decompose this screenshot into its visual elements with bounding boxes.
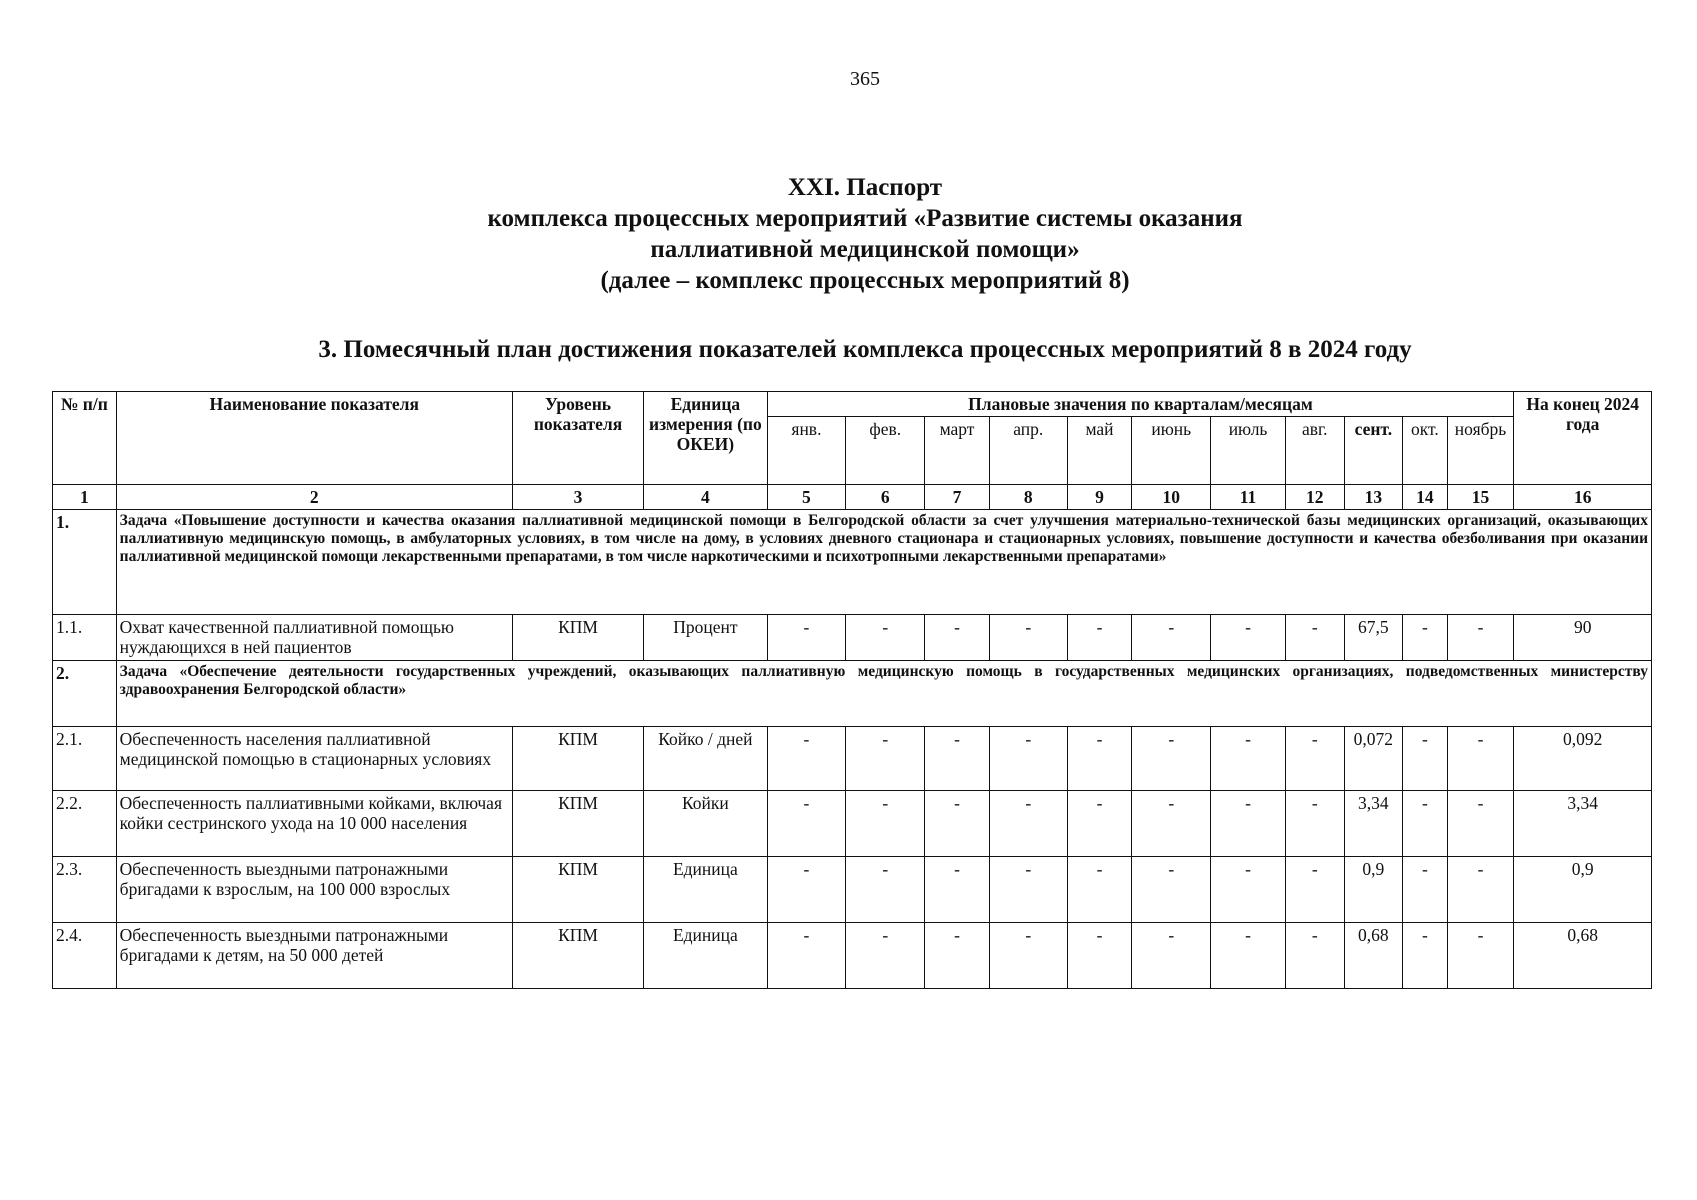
month-value: - bbox=[846, 615, 925, 661]
indicator-level: КПМ bbox=[512, 615, 643, 661]
indicator-level: КПМ bbox=[512, 923, 643, 989]
title-line-1: XXI. Паспорт bbox=[787, 174, 943, 201]
table-row bbox=[53, 727, 1652, 791]
header-month: март bbox=[925, 417, 990, 485]
indicator-unit: Койко / дней bbox=[644, 727, 767, 791]
header-month: авг. bbox=[1285, 417, 1344, 485]
row-number: 2.1. bbox=[53, 727, 117, 791]
header-level: Уровень показателя bbox=[512, 392, 643, 485]
indicator-level: КПМ bbox=[512, 791, 643, 857]
month-value: - bbox=[1132, 727, 1211, 791]
header-year-end: На конец 2024 года bbox=[1514, 392, 1652, 485]
header-month: май bbox=[1067, 417, 1132, 485]
table-row bbox=[53, 791, 1652, 857]
month-value: - bbox=[925, 615, 990, 661]
month-value: - bbox=[989, 615, 1067, 661]
month-value: - bbox=[1285, 791, 1344, 857]
month-value: - bbox=[1403, 923, 1447, 989]
indicator-unit: Единица bbox=[644, 857, 767, 923]
row-number: 2.2. bbox=[53, 791, 117, 857]
month-value: - bbox=[1132, 615, 1211, 661]
month-value: - bbox=[1067, 791, 1132, 857]
column-number: 9 bbox=[1067, 485, 1132, 510]
row-number: 2.4. bbox=[53, 923, 117, 989]
month-value: - bbox=[1211, 857, 1286, 923]
month-value: - bbox=[767, 727, 846, 791]
header-month: янв. bbox=[767, 417, 846, 485]
indicator-level: КПМ bbox=[512, 857, 643, 923]
indicator-name: Обеспеченность выездными патронажными бригадами к взрослым, на 100 000 взрослых bbox=[116, 857, 512, 923]
month-value: - bbox=[1067, 727, 1132, 791]
month-value: - bbox=[925, 857, 990, 923]
header-month: ноябрь bbox=[1447, 417, 1514, 485]
month-value: - bbox=[1285, 727, 1344, 791]
month-value: - bbox=[767, 615, 846, 661]
column-number-row bbox=[53, 485, 1652, 510]
header-row-top bbox=[53, 392, 1652, 417]
month-value: - bbox=[1447, 615, 1514, 661]
column-number: 15 bbox=[1447, 485, 1514, 510]
title-line-4: (далее – комплекс процессных мероприятий 8) bbox=[600, 267, 1130, 294]
month-value: 67,5 bbox=[1344, 615, 1403, 661]
month-value: 0,072 bbox=[1344, 727, 1403, 791]
month-value: - bbox=[1285, 615, 1344, 661]
column-number: 3 bbox=[512, 485, 643, 510]
row-number: 2.3. bbox=[53, 857, 117, 923]
title-line-2: комплекса процессных мероприятий «Развитие системы оказания bbox=[487, 205, 1243, 232]
header-unit: Единица измерения (по ОКЕИ) bbox=[644, 392, 767, 485]
month-value: - bbox=[1285, 857, 1344, 923]
column-number: 6 bbox=[846, 485, 925, 510]
month-value: 3,34 bbox=[1344, 791, 1403, 857]
month-value: - bbox=[1067, 923, 1132, 989]
month-value: - bbox=[989, 791, 1067, 857]
month-value: - bbox=[1132, 857, 1211, 923]
document-title bbox=[0, 172, 1697, 296]
month-value: - bbox=[925, 791, 990, 857]
indicator-unit: Койки bbox=[644, 791, 767, 857]
month-value: - bbox=[925, 923, 990, 989]
month-value: - bbox=[1211, 727, 1286, 791]
section-subtitle: 3. Помесячный план достижения показателей комплекса процессных мероприятий 8 в 2024 году bbox=[318, 336, 1412, 363]
month-value: - bbox=[846, 923, 925, 989]
month-value: - bbox=[1447, 791, 1514, 857]
year-end-value: 90 bbox=[1514, 615, 1652, 661]
month-value: - bbox=[1447, 727, 1514, 791]
month-value: - bbox=[1285, 923, 1344, 989]
task-text: Задача «Повышение доступности и качества оказания паллиативной медицинской помощи в Белгородской области за счет улучшения материально-технической базы медицинских организаций, оказывающих паллиативную медицинскую помощь, в амбулаторных условиях, в том числе на дому, в условиях дневного стационара и стационарных условиях, повышение доступности и качества обезболивания при оказании паллиативной медицинской помощи лекарственными препаратами, в том числе наркотическими и психотропными лекарственными препаратами» bbox=[116, 510, 1651, 615]
month-value: - bbox=[989, 727, 1067, 791]
column-number: 8 bbox=[989, 485, 1067, 510]
task-number: 1. bbox=[53, 510, 117, 615]
indicator-name: Обеспеченность паллиативными койками, включая койки сестринского ухода на 10 000 населения bbox=[116, 791, 512, 857]
column-number: 11 bbox=[1211, 485, 1286, 510]
month-value: - bbox=[767, 791, 846, 857]
column-number: 5 bbox=[767, 485, 846, 510]
month-value: - bbox=[846, 791, 925, 857]
table-row bbox=[53, 923, 1652, 989]
header-planned: Плановые значения по кварталам/месяцам bbox=[767, 392, 1514, 417]
month-value: - bbox=[1211, 923, 1286, 989]
title-line-3: паллиативной медицинской помощи» bbox=[650, 236, 1080, 263]
column-number: 13 bbox=[1344, 485, 1403, 510]
column-number: 1 bbox=[53, 485, 117, 510]
month-value: - bbox=[1067, 615, 1132, 661]
table-header bbox=[53, 392, 1652, 510]
column-number: 16 bbox=[1514, 485, 1652, 510]
month-value: - bbox=[1447, 923, 1514, 989]
header-month: фев. bbox=[846, 417, 925, 485]
month-value: - bbox=[925, 727, 990, 791]
column-number: 14 bbox=[1403, 485, 1447, 510]
header-month: окт. bbox=[1403, 417, 1447, 485]
indicator-name: Обеспеченность выездными патронажными бригадами к детям, на 50 000 детей bbox=[116, 923, 512, 989]
month-value: - bbox=[846, 857, 925, 923]
column-number: 4 bbox=[644, 485, 767, 510]
row-number: 1.1. bbox=[53, 615, 117, 661]
month-value: 0,68 bbox=[1344, 923, 1403, 989]
header-num: № п/п bbox=[53, 392, 117, 485]
indicator-unit: Единица bbox=[644, 923, 767, 989]
month-value: - bbox=[846, 727, 925, 791]
table-row bbox=[53, 857, 1652, 923]
month-value: - bbox=[767, 923, 846, 989]
header-month: апр. bbox=[989, 417, 1067, 485]
task-text: Задача «Обеспечение деятельности государственных учреждений, оказывающих паллиативную медицинскую помощь в государственных медицинских организациях, подведомственных министерству здравоохранения Белгородской области» bbox=[116, 661, 1651, 727]
column-number: 7 bbox=[925, 485, 990, 510]
month-value: - bbox=[1403, 857, 1447, 923]
month-value: - bbox=[989, 923, 1067, 989]
task-number: 2. bbox=[53, 661, 117, 727]
month-value: - bbox=[1447, 857, 1514, 923]
indicator-unit: Процент bbox=[644, 615, 767, 661]
month-value: - bbox=[1132, 791, 1211, 857]
task-row bbox=[53, 510, 1652, 615]
month-value: - bbox=[1211, 791, 1286, 857]
header-month: сент. bbox=[1344, 417, 1403, 485]
month-value: - bbox=[1132, 923, 1211, 989]
column-number: 2 bbox=[116, 485, 512, 510]
month-value: - bbox=[1403, 791, 1447, 857]
month-value: - bbox=[767, 857, 846, 923]
year-end-value: 0,092 bbox=[1514, 727, 1652, 791]
indicator-plan-table bbox=[52, 391, 1652, 989]
month-value: 0,9 bbox=[1344, 857, 1403, 923]
year-end-value: 0,9 bbox=[1514, 857, 1652, 923]
task-row bbox=[53, 661, 1652, 727]
column-number: 10 bbox=[1132, 485, 1211, 510]
column-number: 12 bbox=[1285, 485, 1344, 510]
indicator-level: КПМ bbox=[512, 727, 643, 791]
indicator-name: Охват качественной паллиативной помощью нуждающихся в ней пациентов bbox=[116, 615, 512, 661]
year-end-value: 3,34 bbox=[1514, 791, 1652, 857]
header-month: июнь bbox=[1132, 417, 1211, 485]
indicator-name: Обеспеченность населения паллиативной медицинской помощью в стационарных условиях bbox=[116, 727, 512, 791]
table-row bbox=[53, 615, 1652, 661]
month-value: - bbox=[1403, 615, 1447, 661]
header-name: Наименование показателя bbox=[116, 392, 512, 485]
year-end-value: 0,68 bbox=[1514, 923, 1652, 989]
month-value: - bbox=[1211, 615, 1286, 661]
page-number: 365 bbox=[850, 68, 880, 90]
header-month: июль bbox=[1211, 417, 1286, 485]
month-value: - bbox=[1067, 857, 1132, 923]
month-value: - bbox=[1403, 727, 1447, 791]
month-value: - bbox=[989, 857, 1067, 923]
